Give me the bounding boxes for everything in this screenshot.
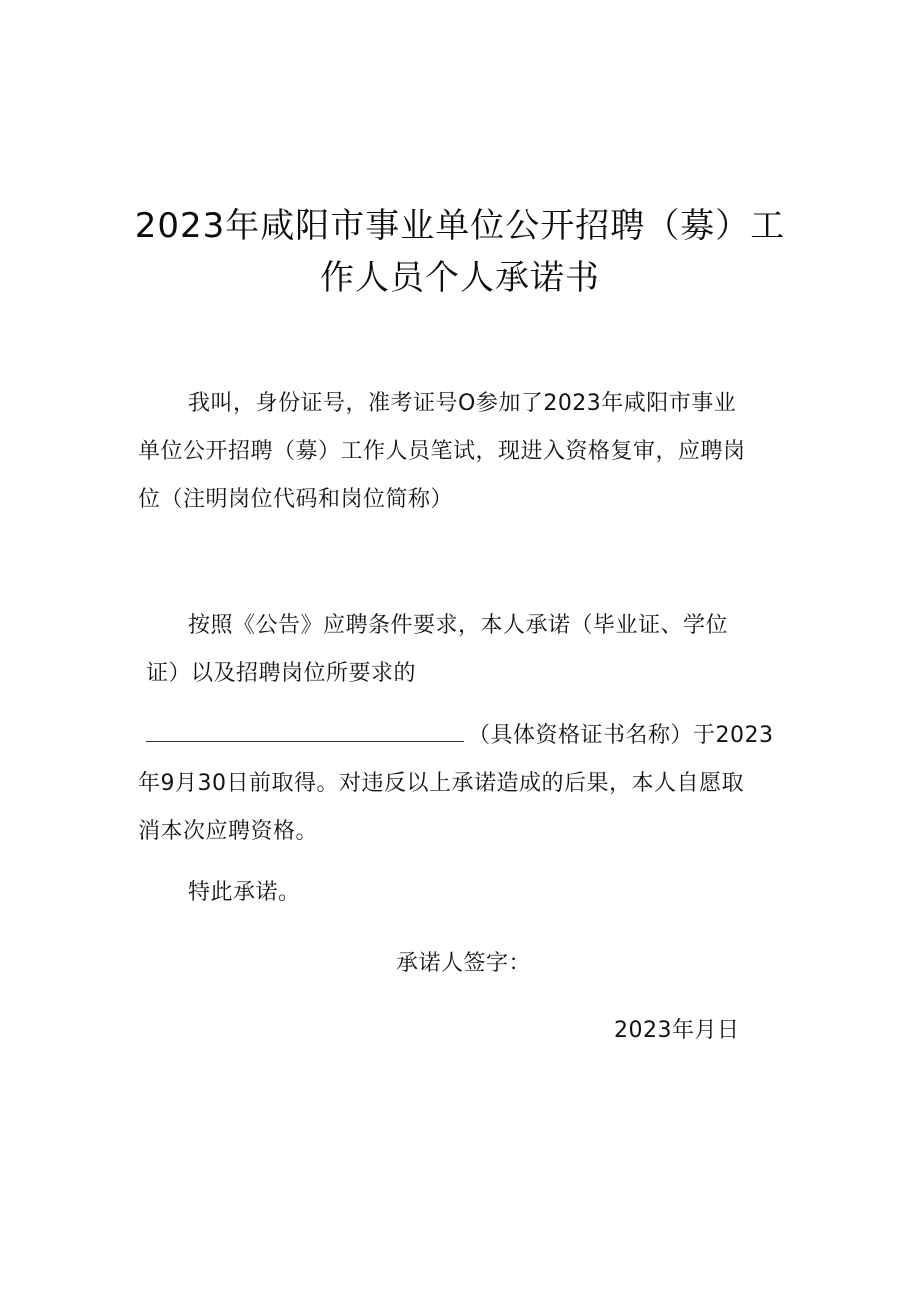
para1-line2: 单位公开招聘（募）工作人员笔试，现进入资格复审，应聘岗 — [138, 439, 746, 464]
date-line: 2023年月日 — [614, 1018, 740, 1043]
para2-line3-suffix: （具体资格证书名称）于2023 — [468, 723, 774, 748]
para1-line1: 我叫，身份证号，准考证号O参加了2023年咸阳市事业 — [188, 391, 737, 416]
para2-line3 — [146, 718, 774, 749]
para2-line5: 消本次应聘资格。 — [138, 819, 319, 844]
signature-label: 承诺人签字： — [396, 951, 532, 976]
certificate-name-blank — [146, 727, 464, 742]
document-title-line2: 作人员个人承诺书 — [320, 258, 600, 298]
closing-text: 特此承诺。 — [188, 880, 301, 905]
para2-line2: 证）以及招聘岗位所要求的 — [146, 661, 417, 686]
para2-line1: 按照《公告》应聘条件要求，本人承诺（毕业证、学位 — [188, 613, 729, 638]
document-title-line1: 2023年咸阳市事业单位公开招聘（募）工 — [134, 206, 786, 246]
para2-line4: 年9月30日前取得。对违反以上承诺造成的后果，本人自愿取 — [138, 771, 744, 796]
para1-line3: 位（注明岗位代码和岗位简称） — [138, 487, 454, 512]
